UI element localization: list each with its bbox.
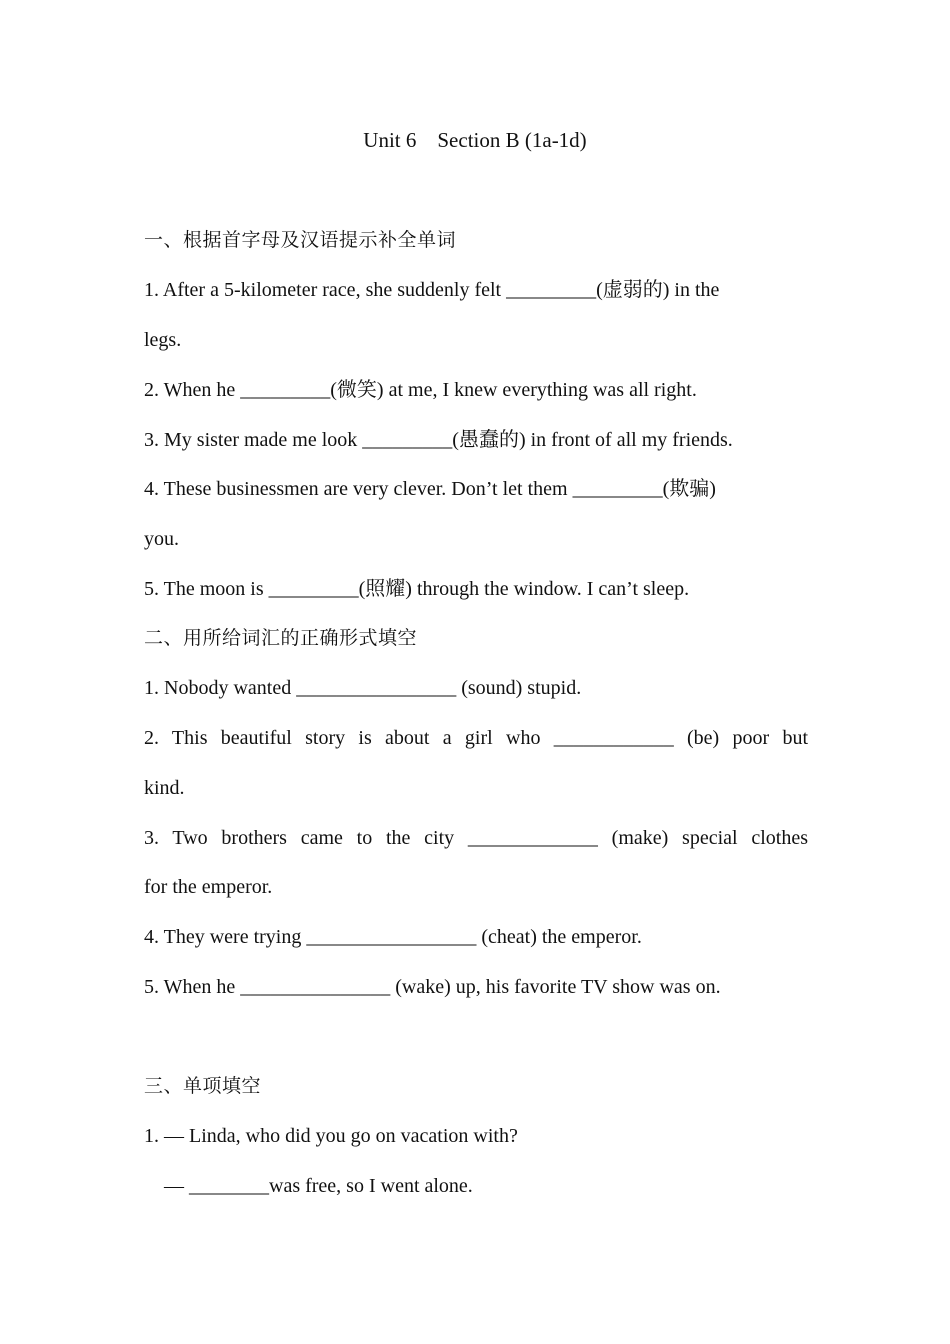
s1-question-1-line-2: legs. [144,329,182,351]
s2-question-3-line-2: for the emperor. [144,876,273,898]
page-title: Unit 6 Section B (1a-1d) [363,128,587,152]
s1-question-2: 2. When he _________(微笑) at me, I knew everything was all right. [144,379,697,401]
s3-question-1-line-1: 1. — Linda, who did you go on vacation with? [144,1125,518,1147]
s2-question-3-line-1: 3. Two brothers came to the city _____________ (make) special clothes [144,827,808,849]
s2-question-2-line-1: 2. This beautiful story is about a girl who ____________ (be) poor but [144,727,808,749]
s1-question-4-line-1: 4. These businessmen are very clever. Don’t let them _________(欺骗) [144,478,716,500]
s2-question-2-line-2: kind. [144,777,185,799]
s3-question-1-line-2: — ________was free, so I went alone. [164,1175,473,1197]
s2-question-1: 1. Nobody wanted ________________ (sound) stupid. [144,677,582,699]
s1-question-3: 3. My sister made me look _________(愚蠢的) in front of all my friends. [144,429,733,451]
section-1-heading: 一、根据首字母及汉语提示补全单词 [144,229,457,251]
s1-question-1-line-1: 1. After a 5-kilometer race, she suddenly felt _________(虚弱的) in the [144,279,720,301]
s1-question-5: 5. The moon is _________(照耀) through the window. I can’t sleep. [144,578,690,600]
section-2-heading: 二、用所给词汇的正确形式填空 [144,627,418,649]
s1-question-4-line-2: you. [144,528,179,550]
s2-question-5: 5. When he _______________ (wake) up, his favorite TV show was on. [144,976,721,998]
s2-question-4: 4. They were trying _________________ (cheat) the emperor. [144,926,642,948]
section-3-heading: 三、单项填空 [144,1075,262,1097]
